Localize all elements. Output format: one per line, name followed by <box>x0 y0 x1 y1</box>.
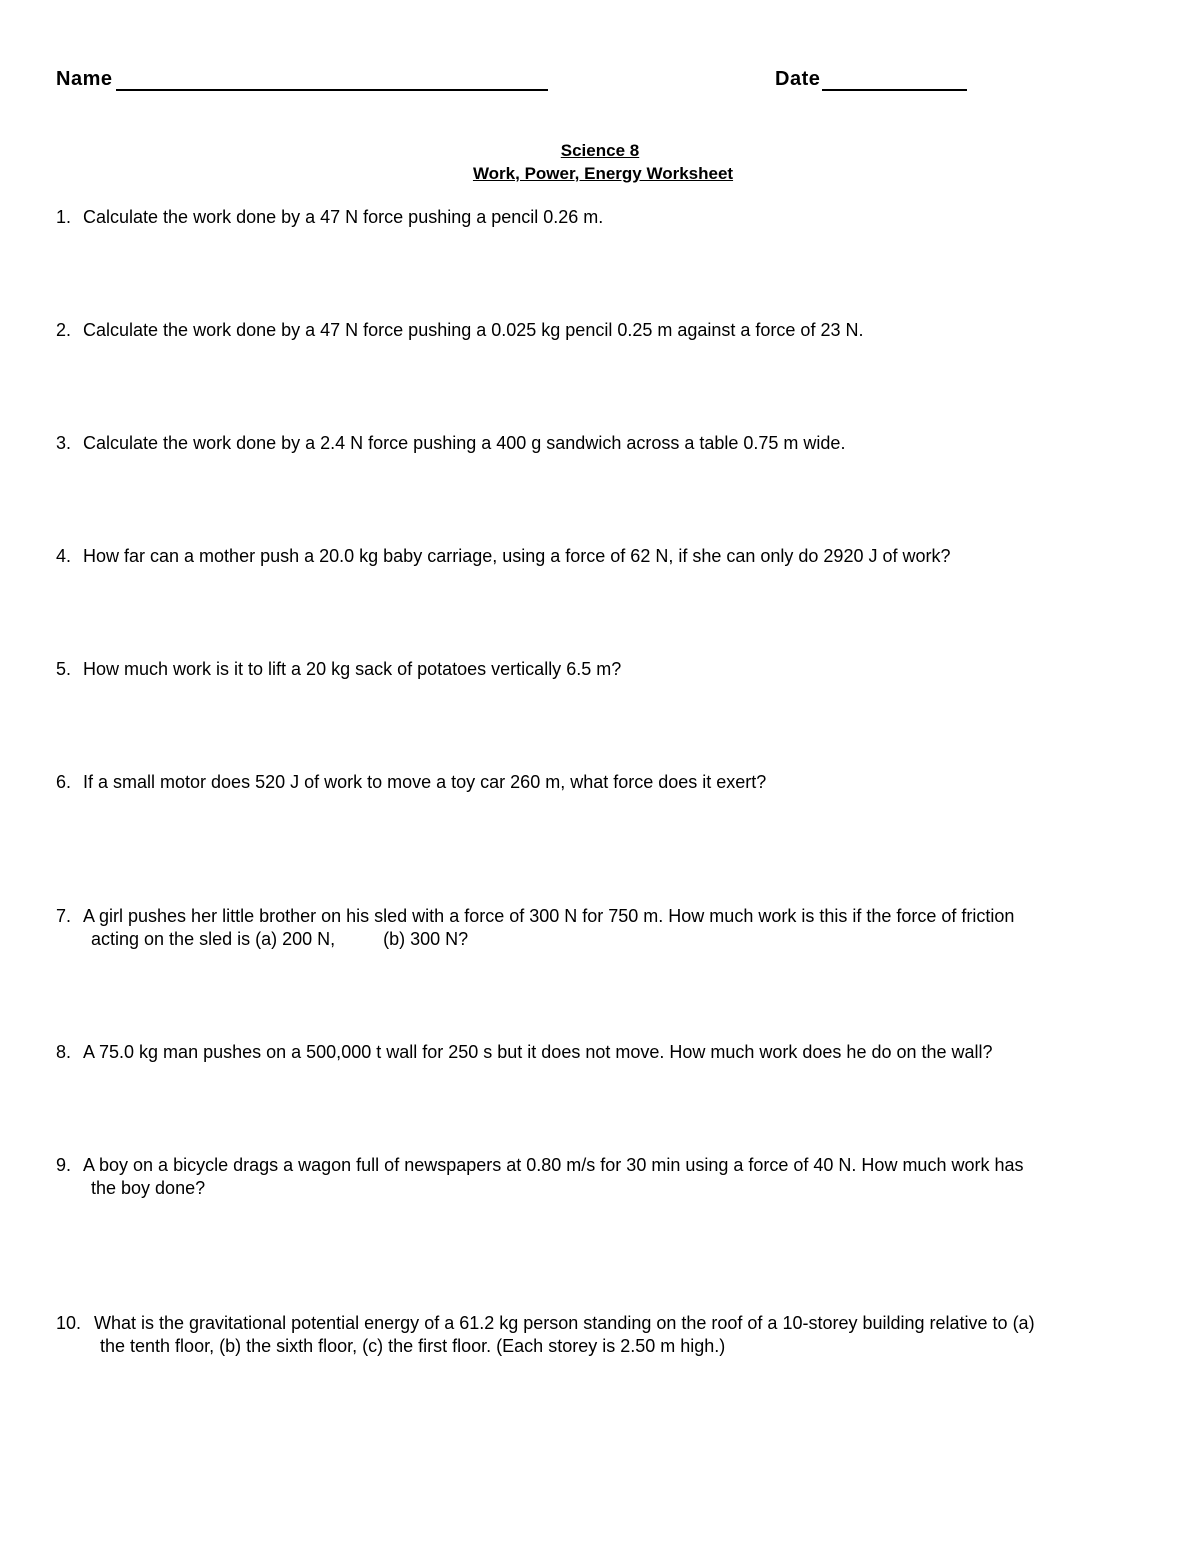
worksheet-header <box>56 68 1144 96</box>
date-label: Date <box>775 68 821 90</box>
question-text: Calculate the work done by a 2.4 N force pushing a 400 g sandwich across a table 0.75 m wide. <box>83 433 846 453</box>
question-text: How far can a mother push a 20.0 kg baby carriage, using a force of 62 N, if she can only do 2920 J of work? <box>83 546 951 566</box>
question-text: Calculate the work done by a 47 N force pushing a pencil 0.26 m. <box>83 207 604 227</box>
question-item <box>56 1041 1136 1064</box>
question-text: A girl pushes her little brother on his sled with a force of 300 N for 750 m. How much work is this if the force of friction <box>83 906 1015 926</box>
question-text: Calculate the work done by a 47 N force pushing a 0.025 kg pencil 0.25 m against a force of 23 N. <box>83 320 864 340</box>
question-text: A 75.0 kg man pushes on a 500,000 t wall for 250 s but it does not move. How much work does he do on the wall? <box>83 1042 993 1062</box>
question-item <box>56 905 1136 951</box>
question-item <box>56 432 1136 455</box>
question-number: 1. <box>56 207 72 227</box>
question-item <box>56 658 1136 681</box>
question-text-continued <box>56 928 1136 951</box>
question-number: 7. <box>56 906 72 926</box>
question-text: If a small motor does 520 J of work to move a toy car 260 m, what force does it exert? <box>83 772 767 792</box>
question-text: A boy on a bicycle drags a wagon full of newspapers at 0.80 m/s for 30 min using a force of 40 N. How much work has <box>83 1155 1024 1175</box>
date-field[interactable] <box>775 68 967 91</box>
question-number: 6. <box>56 772 72 792</box>
worksheet-subtitle: Work, Power, Energy Worksheet <box>472 164 734 183</box>
question-part-a: acting on the sled is (a) 200 N, <box>91 929 336 949</box>
question-text-continued: the tenth floor, (b) the sixth floor, (c) the first floor. (Each storey is 2.50 m high.) <box>100 1336 726 1356</box>
course-title: Science 8 <box>560 141 640 160</box>
question-text: How much work is it to lift a 20 kg sack of potatoes vertically 6.5 m? <box>83 659 622 679</box>
worksheet-title <box>0 139 1200 185</box>
question-item <box>56 771 1136 794</box>
question-part-b: (b) 300 N? <box>383 929 469 949</box>
question-item <box>56 319 1136 342</box>
name-blank-line[interactable] <box>116 69 548 91</box>
question-item <box>56 1312 1136 1358</box>
question-number: 10. <box>56 1313 82 1333</box>
name-field[interactable] <box>56 68 548 91</box>
question-number: 2. <box>56 320 72 340</box>
question-number: 3. <box>56 433 72 453</box>
question-number: 5. <box>56 659 72 679</box>
name-label: Name <box>56 68 113 90</box>
question-number: 8. <box>56 1042 72 1062</box>
question-number: 4. <box>56 546 72 566</box>
question-item <box>56 206 1136 229</box>
question-number: 9. <box>56 1155 72 1175</box>
question-item <box>56 545 1136 568</box>
question-text: What is the gravitational potential energy of a 61.2 kg person standing on the roof of a 10-storey building relative to (a) <box>94 1313 1035 1333</box>
question-item <box>56 1154 1136 1200</box>
date-blank-line[interactable] <box>822 69 967 91</box>
question-text-continued: the boy done? <box>91 1178 206 1198</box>
